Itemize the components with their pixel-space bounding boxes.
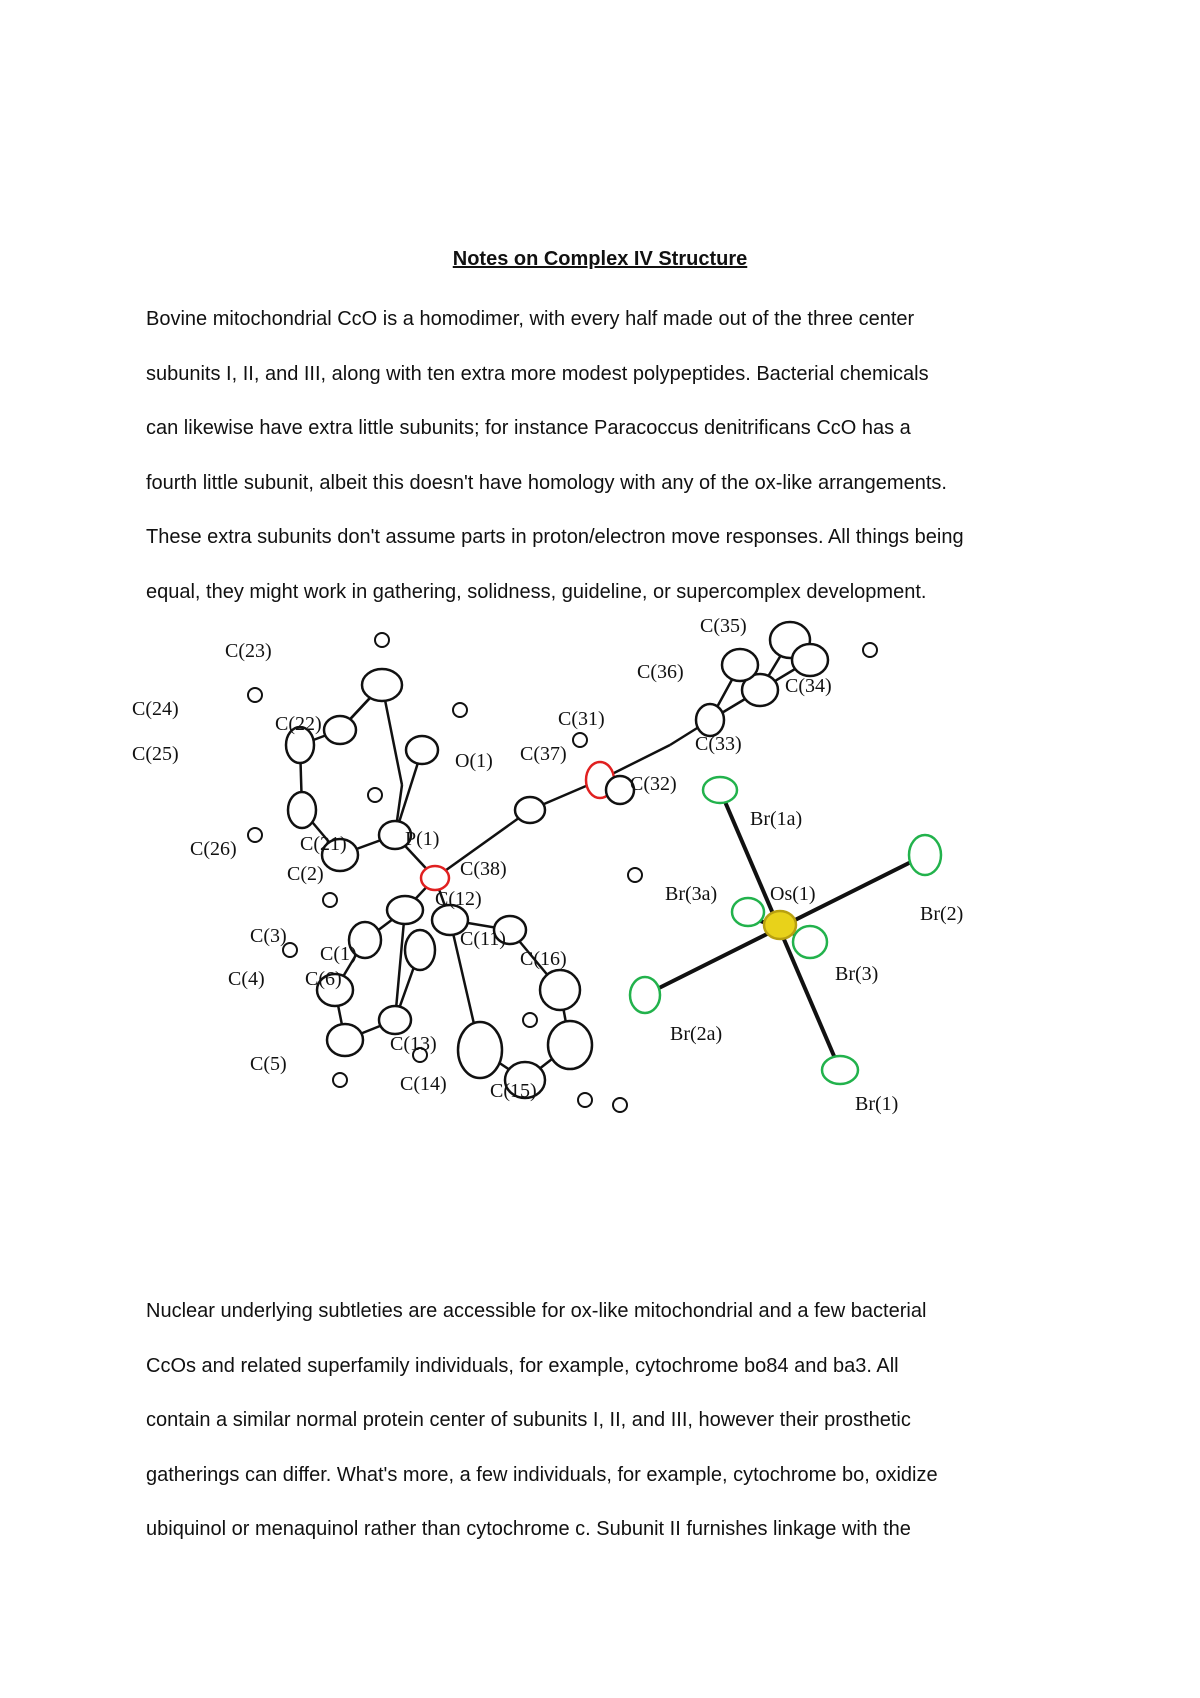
text-line: contain a similar normal protein center of subunits I, II, and III, however their prosthetic — [146, 1409, 911, 1431]
atom-label: C(2) — [287, 863, 324, 885]
atom-label: C(13) — [390, 1033, 437, 1055]
atom-label: C(1) — [320, 943, 357, 965]
text-line: Nuclear underlying subtleties are accessible for ox-like mitochondrial and a few bacterial — [146, 1300, 927, 1322]
atom-label: C(36) — [637, 661, 684, 683]
atom-ellipsoid — [405, 930, 435, 970]
molecule-atoms — [286, 622, 828, 1098]
atom-label: O(1) — [455, 750, 493, 772]
osmium-atom — [764, 911, 796, 939]
atom-label: Br(3) — [835, 963, 879, 985]
atom-ellipsoid — [458, 1022, 502, 1078]
atom-label: C(25) — [132, 743, 179, 765]
text-line: These extra subunits don't assume parts in proton/electron move responses. All things being — [146, 526, 964, 548]
text-line: ubiquinol or menaquinol rather than cytochrome c. Subunit II furnishes linkage with the — [146, 1518, 911, 1540]
text-line: can likewise have extra little subunits; for instance Paracoccus denitrificans CcO has a — [146, 417, 911, 439]
atom-ellipsoid — [324, 716, 356, 744]
bromine-atom — [909, 835, 941, 875]
atom-label: Br(2) — [920, 903, 964, 925]
document-title: Notes on Complex IV Structure — [452, 248, 748, 270]
atom-label: C(22) — [275, 713, 322, 735]
atom-ellipsoid — [696, 704, 724, 736]
phosphorus-atom — [421, 866, 449, 890]
atom-label: C(4) — [228, 968, 265, 990]
atom-label: C(38) — [460, 858, 507, 880]
bromine-atom — [822, 1056, 858, 1084]
atom-label: C(5) — [250, 1053, 287, 1075]
atom-label: Br(3a) — [665, 883, 718, 905]
atom-ellipsoid — [288, 792, 316, 828]
atom-label: Br(2a) — [670, 1023, 723, 1045]
atom-label: C(32) — [630, 773, 677, 795]
bromine-atom — [703, 777, 737, 803]
atom-label: C(34) — [785, 675, 832, 697]
atom-label: C(16) — [520, 948, 567, 970]
bromine-atom — [630, 977, 660, 1013]
atom-label: C(21) — [300, 833, 347, 855]
atom-label: C(31) — [558, 708, 605, 730]
atom-label: C(23) — [225, 640, 272, 662]
atom-ellipsoid — [540, 970, 580, 1010]
atom-label: C(24) — [132, 698, 179, 720]
atom-ellipsoid — [379, 1006, 411, 1034]
ortep-diagram — [132, 610, 1090, 1200]
atom-ellipsoid — [387, 896, 423, 924]
atom-label: C(6) — [305, 968, 342, 990]
paragraph-2 — [146, 1284, 1086, 1557]
bromine-atom — [732, 898, 764, 926]
paragraph-1 — [146, 292, 1086, 619]
text-line: gatherings can differ. What's more, a few individuals, for example, cytochrome bo, oxidize — [146, 1463, 938, 1486]
atom-label: C(33) — [695, 733, 742, 755]
bromine-atom — [793, 926, 827, 958]
atom-label: C(37) — [520, 743, 567, 765]
atom-label: C(26) — [190, 838, 237, 860]
atom-label: P(1) — [405, 828, 440, 850]
atom-label: C(14) — [400, 1073, 447, 1095]
atom-label: C(12) — [435, 888, 482, 910]
atom-label: Br(1a) — [750, 808, 803, 830]
molecule-bonds — [300, 640, 810, 1080]
atom-ellipsoid — [722, 649, 758, 681]
text-line: subunits I, II, and III, along with ten extra more modest polypeptides. Bacterial chemicals — [146, 362, 929, 385]
atom-label: C(15) — [490, 1080, 537, 1102]
text-line: equal, they might work in gathering, solidness, guideline, or supercomplex development. — [146, 580, 927, 603]
atom-label: Os(1) — [770, 883, 816, 905]
atom-ellipsoid — [792, 644, 828, 676]
atom-ellipsoid — [515, 797, 545, 823]
atom-label: C(35) — [700, 615, 747, 637]
crystal-structure-figure — [132, 610, 1090, 1200]
atom-ellipsoid — [362, 669, 402, 701]
atom-ellipsoid — [548, 1021, 592, 1069]
text-line: CcOs and related superfamily individuals, for example, cytochrome bo84 and ba3. All — [146, 1354, 899, 1377]
atom-label: C(3) — [250, 925, 287, 947]
atom-ellipsoid — [406, 736, 438, 764]
atom-label: C(11) — [460, 928, 506, 950]
text-line: Bovine mitochondrial CcO is a homodimer, with every half made out of the three center — [146, 308, 915, 330]
atom-ellipsoid — [327, 1024, 363, 1056]
atom-label: Br(1) — [855, 1093, 899, 1115]
text-line: fourth little subunit, albeit this doesn't have homology with any of the ox-like arrangements. — [146, 471, 947, 494]
